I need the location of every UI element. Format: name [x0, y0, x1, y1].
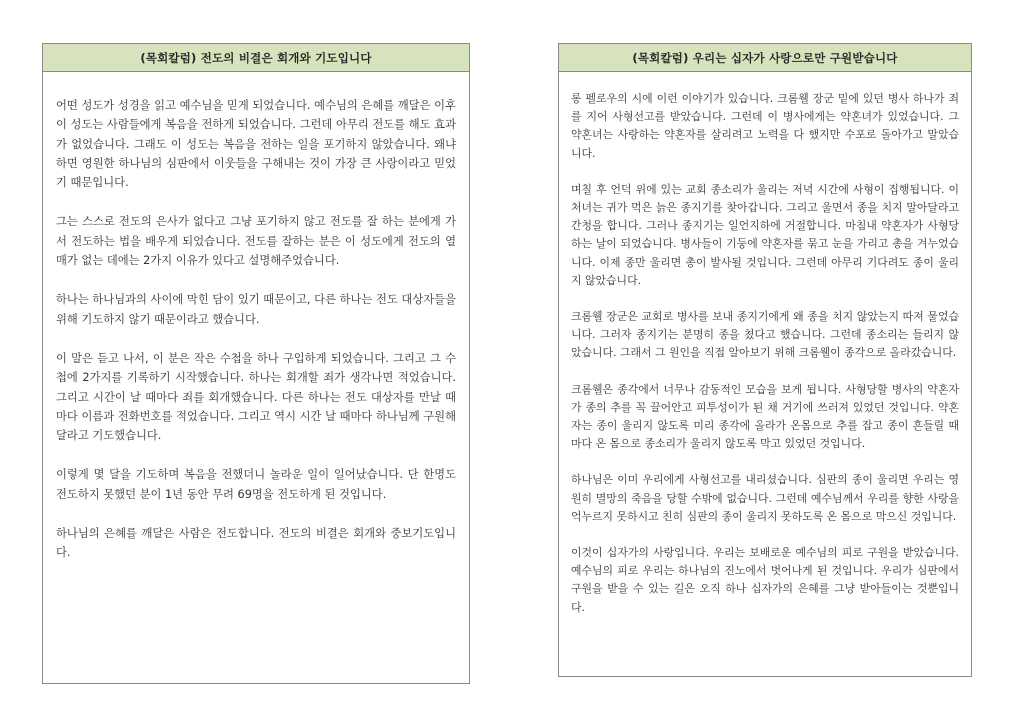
right-paragraph-5: 하나님은 이미 우리에게 사형선고를 내리셨습니다. 심판의 종이 울리면 우리는 영원히 멸망의 죽음을 당할 수밖에 없습니다. 그런데 예수님께서 우리를 향한 사랑을 억누르지 못하시고 친히 심판의 종이 울리지 못하도록 온 몸으로 막으신 것입니다.: [571, 473, 959, 523]
right-column-article: [558, 43, 972, 677]
left-paragraph-4: 이 말은 듣고 나서, 이 분은 작은 수첩을 하나 구입하게 되었습니다. 그리고 그 수첩에 2가지를 기록하기 시작했습니다. 하나는 회개할 죄가 생각나면 적었습니다. 그리고 시간이 날 때마다 죄를 회개했습니다. 다른 하나는 전도 대상자를 만날 때마다 이름과 전화번호를 적었습니다. 그리고 역시 시간 날 때마다 하나님께 구원해달라고 기도했습니다.: [56, 351, 456, 443]
right-paragraph-6: 이것이 십자가의 사랑입니다. 우리는 보배로운 예수님의 피로 구원을 받았습니다. 예수님의 피로 우리는 하나님의 진노에서 벗어나게 된 것입니다. 우리가 심판에서 구원을 받을 수 있는 길은 오직 하나 십자가의 은혜를 그냥 받아들이는 것뿐입니다.: [571, 546, 959, 614]
right-paragraph-1: 롱 펠로우의 시에 이런 이야기가 있습니다. 크롬웰 장군 밑에 있던 병사 하나가 죄를 지어 사형선고를 받았습니다. 그런데 이 병사에게는 약혼녀가 있었습니다. 그 약혼녀는 사랑하는 약혼자를 살리려고 노력을 다 했지만 수포로 돌아가고 말았습니다.: [571, 92, 959, 160]
right-paragraph-3: 크롬웰 장군은 교회로 병사를 보내 종지기에게 왜 종을 치지 않았는지 따져 물었습니다. 그러자 종지기는 분명히 종을 쳤다고 했습니다. 그런데 종소리는 들리지 않았습니다. 그래서 그 원인을 직접 알아보기 위해 크롬웰이 종각으로 올라갔습니다.: [571, 310, 959, 360]
left-paragraph-2: 그는 스스로 전도의 은사가 없다고 그냥 포기하지 않고 전도를 잘 하는 분에게 가서 전도하는 법을 배우게 되었습니다. 전도를 잘하는 분은 이 성도에게 전도의 열매가 없는 데에는 2가지 이유가 있다고 설명해주었습니다.: [56, 215, 456, 268]
right-paragraph-4: 크롬웰은 종각에서 너무나 감동적인 모습을 보게 됩니다. 사형당할 병사의 약혼자가 종의 추를 꼭 끌어안고 피투성이가 된 채 거기에 쓰러져 있었던 것입니다. 약혼자는 종이 울리지 않도록 미리 종각에 올라가 온몸으로 추를 잡고 종이 흔들릴 때마다 온 몸으로 종소리가 울리지 않도록 막고 있었던 것입니다.: [571, 382, 959, 451]
left-paragraph-1: 어떤 성도가 성경을 읽고 예수님을 믿게 되었습니다. 예수님의 은혜를 깨달은 이후 이 성도는 사람들에게 복음을 전하게 되었습니다. 그런데 아무리 전도를 해도 효과가 없었습니다. 그래도 이 성도는 복음을 전하는 일을 포기하지 않았습니다. 왜냐하면 영원한 하나님의 심판에서 이웃들을 구해내는 것이 가장 큰 사랑이라고 믿었기 때문입니다.: [56, 99, 456, 190]
left-paragraph-5: 이렇게 몇 달을 기도하며 복음을 전했더니 놀라운 일이 일어났습니다. 단 한명도 전도하지 못했던 분이 1년 동안 무려 69명을 전도하게 된 것입니다.: [56, 468, 456, 501]
right-article-body: [559, 72, 971, 617]
right-paragraph-2: 며칠 후 언덕 위에 있는 교회 종소리가 울리는 저녁 시간에 사형이 집행됩니다. 이 처녀는 귀가 먹은 늙은 종지기를 찾아갑니다. 그리고 울면서 종을 치지 말아달라고 간청을 합니다. 그러나 종지기는 일언지하에 거절합니다. 마침내 약혼자가 사형당하는 날이 되었습니다. 병사들이 기둥에 약혼자를 묶고 눈을 가리고 총을 겨누었습니다. 이제 종만 울리면 총이 발사될 것입니다. 그런데 아무리 기다려도 종이 울리지 않았습니다.: [571, 182, 959, 287]
left-column-article: [42, 43, 470, 684]
left-paragraph-6: 하나님의 은혜를 깨달은 사람은 전도합니다. 전도의 비결은 회개와 중보기도입니다.: [56, 527, 456, 560]
left-article-title: (목회칼럼) 전도의 비결은 회개와 기도입니다: [43, 44, 469, 72]
right-article-title: (목회칼럼) 우리는 십자가 사랑으로만 구원받습니다: [559, 44, 971, 72]
left-article-body: [43, 72, 469, 563]
left-paragraph-3: 하나는 하나님과의 사이에 막힌 담이 있기 때문이고, 다른 하나는 전도 대상자들을 위해 기도하지 않기 때문이라고 했습니다.: [56, 293, 456, 326]
